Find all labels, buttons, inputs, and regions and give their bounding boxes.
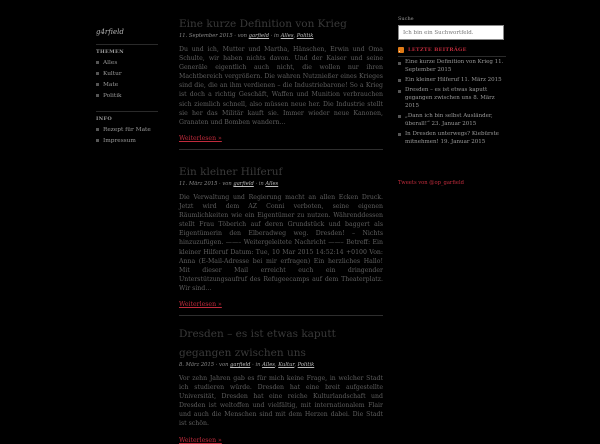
info-item-impressum[interactable]: Impressum (96, 135, 160, 146)
recent-posts-list (398, 59, 506, 149)
list-item (398, 113, 506, 128)
info-heading: INFO (96, 111, 158, 122)
recent-posts-header (398, 47, 506, 53)
divider (398, 56, 506, 57)
bullet-icon (96, 139, 99, 142)
post-divider (179, 149, 383, 150)
bullet-icon (96, 128, 99, 131)
list-item (398, 77, 506, 85)
post-meta: 8. März 2015 · von garfield · in Alles, Kultur, Politik (179, 362, 315, 368)
post (179, 12, 383, 150)
themen-heading: THEMEN (96, 44, 158, 55)
post-excerpt: Vor zehn Jahren gab es für mich keine Frage, in welcher Stadt ich studieren würde. Dresden hat eine breit aufgestellte Universität, Dresden hat eine reiche Kulturlandschaft und Dresden ist weltoffen und vielfältig, mit internationalem Flair und auch die Menschen sind mit dem Herzen dabei. Die Stadt ist schön. (179, 375, 383, 428)
post-date: 11. März 2015 (179, 181, 218, 187)
bullet-icon (96, 83, 99, 86)
post-category-link[interactable]: Kultur (278, 362, 295, 368)
post-date: 11. September 2015 (179, 33, 233, 39)
recent-post-link[interactable]: „Dann ich bin selbst Ausländer, überall!“ (405, 112, 493, 127)
post-excerpt: Du und ich, Mutter und Martha, Hänschen, Erwin und Oma Schulte, wir haben nichts davon. Und der Kaiser und seine Generäle eigentlich auch nicht, die wollen nur ihren Machtbereich vergrößern. Die wahren Nutznießer eines Krieges sind die, die an ihm verdienen – die Industriebarone! So a Krieg ist doch a richtig Geschäft, Waffen und Munition verbrauchen sich ziemlich schnell, also müssen neue her. Die Industrie stellt sie her das Militär kauft sie. Immer wieder neue Kanonen, Granaten und Bomben wandern… (179, 46, 383, 126)
bullet-icon (96, 94, 99, 97)
info-item-rezept[interactable]: Rezept für Mate (96, 124, 160, 135)
info-list (96, 124, 160, 146)
search-input[interactable] (398, 25, 504, 40)
post-author-link[interactable]: garfield (248, 33, 270, 39)
bullet-icon (96, 72, 99, 75)
bullet-icon (398, 79, 401, 82)
recent-post-link[interactable]: In Dresden unterwegs? Kiebürste mitnehmen! (405, 130, 499, 145)
search-label: Suche (398, 16, 414, 22)
bullet-icon (398, 90, 401, 93)
themen-item-mate[interactable]: Mate (96, 79, 160, 90)
post (179, 160, 383, 316)
themen-item-kultur[interactable]: Kultur (96, 68, 160, 79)
bullet-icon (96, 61, 99, 64)
post-category-link[interactable]: Alles (262, 362, 275, 368)
recent-post-date: 19. Januar 2015 (440, 138, 486, 145)
list-item (398, 59, 506, 74)
read-more-link[interactable]: Weiterlesen » (179, 436, 222, 444)
recent-post-date: 11. März 2015 (460, 76, 502, 83)
list-item (398, 87, 506, 110)
themen-item-alles[interactable]: Alles (96, 57, 160, 68)
post-title[interactable]: Eine kurze Definition von Krieg (179, 18, 347, 30)
site-title[interactable]: g4rfield (96, 28, 124, 36)
read-more-link[interactable]: Weiterlesen » (179, 301, 222, 309)
rss-icon[interactable] (398, 47, 404, 53)
recent-post-link[interactable]: Eine kurze Definition von Krieg (405, 59, 493, 65)
recent-post-link[interactable]: Dresden – es ist etwas kaputt gegangen zwischen uns (405, 87, 488, 101)
post-category-link[interactable]: Alles (280, 33, 294, 39)
list-item (398, 131, 506, 146)
post-date: 8. März 2015 (179, 362, 215, 368)
post-meta: 11. September 2015 · von garfield · in Alles, Politik (179, 33, 314, 39)
post-category-link[interactable]: Politik (297, 362, 315, 368)
post-author-link[interactable]: garfield (230, 362, 251, 368)
bullet-icon (398, 115, 401, 118)
bullet-icon (398, 62, 401, 65)
post-author-link[interactable]: garfield (233, 181, 254, 187)
post-divider (179, 315, 383, 316)
recent-posts-title[interactable]: LETZTE BEITRÄGE (408, 47, 467, 53)
post (179, 322, 383, 444)
themen-item-politik[interactable]: Politik (96, 90, 160, 101)
bullet-icon (398, 133, 401, 136)
post-excerpt: Die Verwaltung und Regierung macht an allen Ecken Druck. Jetzt wird dem AZ Conni verboten, seine eigenen Räumlichkeiten wie ein Eigentümer zu nutzen. Währenddessen stellt Frau Töberich auf deren Grundstück und baggert als Eigentümerin den Elberadweg weg. Dresden! – Nichts hinzuzufügen. ——– Weitergeleitete Nachricht ——– Betreff: Ein kleiner Hilferuf Datum: Tue, 10 Mar 2015 14:52:14 +0100 Von: Anna (E-Mail-Adresse bei mir erfragen) Ein herzliches Hallo! Mit dieser Mail erreicht euch ein dringender Unterstützungsaufruf des Refugeecamps auf dem Theaterplatz. Wir sind… (179, 194, 383, 292)
post-category-link[interactable]: Alles (265, 181, 279, 187)
post-category-link[interactable]: Politik (296, 33, 314, 39)
read-more-link[interactable]: Weiterlesen » (179, 134, 222, 142)
tweets-link[interactable]: Tweets von @op_garfield (398, 180, 464, 186)
recent-post-date: 8. März 2015 (405, 94, 495, 109)
post-title[interactable]: Ein kleiner Hilferuf (179, 166, 283, 178)
themen-list (96, 57, 160, 101)
recent-post-link[interactable]: Ein kleiner Hilferuf (405, 76, 460, 83)
recent-post-date: 11. September 2015 (405, 59, 504, 73)
post-title[interactable]: Dresden – es ist etwas kaputt gegangen zwischen uns (179, 328, 336, 359)
post-meta: 11. März 2015 · von garfield · in Alles (179, 181, 279, 187)
recent-post-date: 23. Januar 2015 (431, 120, 477, 127)
